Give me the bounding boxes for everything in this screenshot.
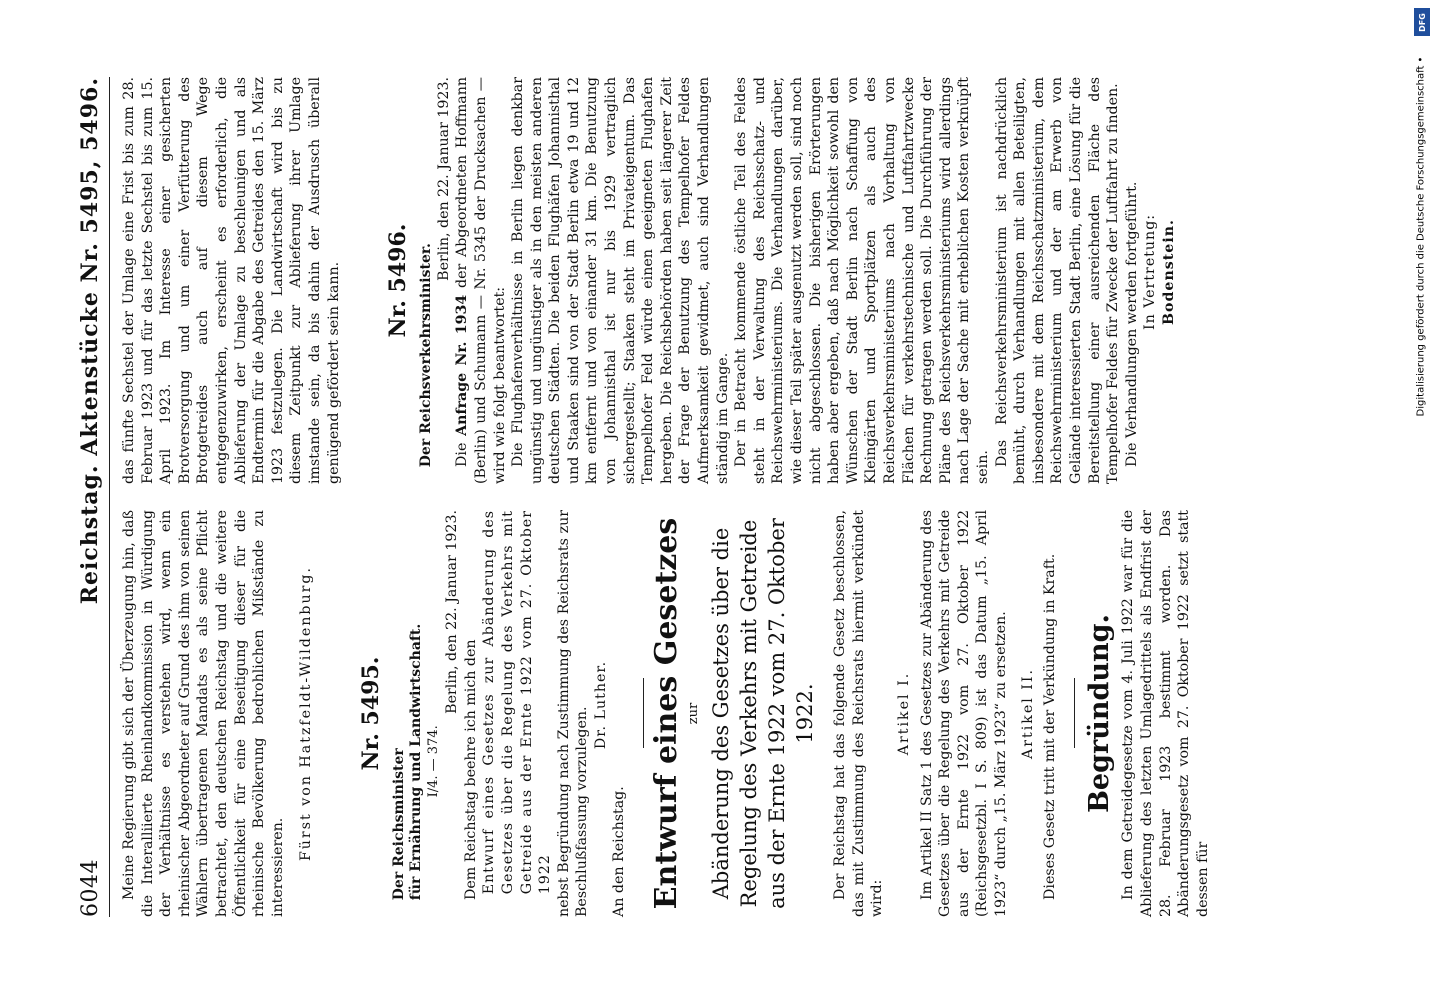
draft-law-name: Entwurf eines Gesetzes zur Abänderung des Gesetzes über die Regelung des Verkehrs mit Getreide aus der Ernte 1922 vom 27. Oktober 1922 <box>481 510 554 895</box>
page-title: Reichstag. Aktenstücke Nr. 5495, 5496. <box>77 77 103 605</box>
intro-paragraph: Meine Regierung gibt sich der Überzeugung hin, daß die Interalliierte Rheinlandkommission in Würdigung der Verhältnisse es verstehen wird, wenn ein rheinischer Abgeordneter auf Grund des ihm von seinen Wählern übertragenen Mandats es als seine Pflicht betrachtet, den deutschen Reichstag und die weitere Öffentlichkeit für eine Beseitigung dieser für die rheinische Bevölkerung bedrohlichen Mißstände zu interessieren. <box>121 510 286 917</box>
dfg-logo: DFG <box>1414 8 1430 36</box>
document-page <box>37 35 1397 965</box>
answer-paragraph-2: Der in Betracht kommende östliche Teil des Feldes steht in der Verwaltung des Reichsschatz- und Reichswehrministeriums. Die Verhandlungen darüber, wie dieser Teil später ausgenutzt werden soll, sind noch nicht abgeschlossen. Die bisherigen Erörterungen haben aber ergeben, daß nach Möglichkeit sowohl den Wünschen der Stadt Berlin nach Schaffung von Kleingärten und Sportplätzen als auch des Reichsverkehrsministeriums nach Vorhaltung von Flächen für verkehrstechnische und Luftfahrtzwecke Rechnung getragen werden soll. Die Durchführung der Pläne des Reichsverkehrsministeriums wird allerdings nach Lage der Sache mit erheblichen Kosten verknüpft sein. <box>733 77 991 484</box>
draft-subject: Abänderung des Gesetzes über die Regelung des Verkehrs mit Getreide aus der Ernte 1922 vom 27. Oktober 1922. <box>709 518 818 909</box>
reference-number: I/4. — 374. <box>425 725 441 798</box>
left-column <box>120 510 1212 917</box>
page-header <box>77 77 110 917</box>
right-column <box>120 77 1212 484</box>
draft-zur: zur <box>685 702 701 725</box>
minister-department: für Ernährung und Landwirtschaft. <box>407 623 424 901</box>
digitization-credit: Digitalisierung gefördert durch die Deutsche Forschungsgemeinschaft • <box>1415 56 1427 416</box>
addressee: An den Reichstag. <box>611 786 628 917</box>
divider <box>1074 679 1075 749</box>
divider <box>643 679 644 749</box>
letter-closing: nebst Begründung nach Zustimmung des Reichsrats zur Beschlußfassung vorzulegen. <box>555 510 591 917</box>
article-2-text: Dieses Gesetz tritt mit der Verkündung in Kraft. <box>1042 553 1059 900</box>
document-number-5496: Nr. 5496. <box>385 223 412 338</box>
document-number-5495: Nr. 5495. <box>357 656 384 771</box>
justification-text: In dem Getreidegesetze vom 4. Juli 1922 war für die Ablieferung des letzten Umlagedrittels als Endfrist der 28. Februar 1923 bestimmt worden. Das Abänderungsgesetz vom 27. Oktober 1922 setzt statt dessen für <box>1120 510 1211 917</box>
justification-continued: das fünfte Sechstel der Umlage eine Frist bis zum 28. Februar 1923 und für das letzte Sechstel bis zum 15. April 1923. Im Interesse einer gesicherten Brotversorgung und um einer Verfütterung des Brotgetreides auch auf diesem Wege entgegenzuwirken, erscheint es erforderlich, die Ablieferung der Umlage zu beschleunigen und als Endtermin für die Abgabe des Getreides den 15. März 1923 festzulegen. Die Landwirtschaft wird bis zu diesem Zeitpunkt zur Ablieferung ihrer Umlage imstande sein, da bis dahin der Ausdrusch überall genügend gefördert sein kann. <box>121 77 342 484</box>
letter-date: Berlin, den 22. Januar 1923. <box>444 510 461 714</box>
article-1-text: Im Artikel II Satz 1 des Gesetzes zur Abänderung des Gesetzes über die Regelung des Verkehrs mit Getreide aus der Ernte 1922 vom 27. Oktober 1922 (Reichsgesetzbl. I S. 809) ist das Datum „15. April 1923“ durch „15. März 1923“ zu ersetzen. <box>918 510 1009 917</box>
article-1-heading: Artikel I. <box>896 671 913 756</box>
signer-bodenstein: Bodenstein. <box>1160 219 1177 325</box>
justification-heading: Begründung. <box>1083 614 1115 813</box>
vertretung-label: In Vertretung: <box>1142 213 1159 331</box>
draft-heading: Entwurf eines Gesetzes <box>649 517 685 910</box>
answer-paragraph-4: Die Verhandlungen werden fortgeführt. <box>1123 181 1140 467</box>
answer-date: Berlin, den 22. Januar 1923. <box>435 77 452 281</box>
answer-paragraph-1: Die Flughafenverhältnisse in Berlin liegen denkbar ungünstig und ungünstiger als in den meisten anderen deutschen Städten. Die beiden Flughäfen Johannisthal und Staaken sind von der Stadt Berlin etwa 19 und 12 km entfernt und von einander 31 km. Die Benutzung von Johannisthal ist nur bis 1929 vertraglich sichergestellt; Staaken steht im Privateigentum. Das Tempelhofer Feld würde einen geeigneten Flughafen hergeben. Die Reichsbehörden haben seit längerer Zeit der Frage der Benutzung des Tempelhofer Feldes Aufmerksamkeit gewidmet, auch sind Verhandlungen ständig im Gange. <box>510 77 731 484</box>
minister-title: Der Reichsminister <box>390 748 407 901</box>
signature-hatzfeldt: Fürst von Hatzfeldt-Wildenburg. <box>298 565 315 862</box>
letter-opening: Dem Reichstag beehre ich mich den <box>462 639 479 900</box>
enactment-clause: Der Reichstag hat das folgende Gesetz beschlossen, das mit Zustimmung des Reichsrats hiermit verkündet wird: <box>832 510 886 917</box>
minister-transport: Der Reichsverkehrsminister. <box>417 243 434 468</box>
answer-paragraph-3: Das Reichsverkehrsministerium ist nachdrücklich bemüht, durch Verhandlungen mit allen Beteiligten, insbesondere mit dem Reichsschatzministerium, dem Reichswehrministerium und der am Erwerb von Gelände interessierten Stadt Berlin, eine Lösung für die Bereitstellung einer ausreichenden Fläche des Tempelhofer Feldes für Zwecke der Luftfahrt zu finden. <box>993 77 1122 484</box>
page-number: 6044 <box>78 859 103 917</box>
inquiry-paragraph: Die Anfrage Nr. 1934 der Abgeordneten Hoffmann (Berlin) und Schumann — Nr. 5345 der Drucksachen — wird wie folgt beantwortet: <box>454 76 508 484</box>
inquiry-number: Anfrage Nr. 1934 <box>454 294 471 436</box>
article-2-heading: Artikel II. <box>1019 667 1036 760</box>
signer-luther: Dr. Luther. <box>592 660 609 750</box>
